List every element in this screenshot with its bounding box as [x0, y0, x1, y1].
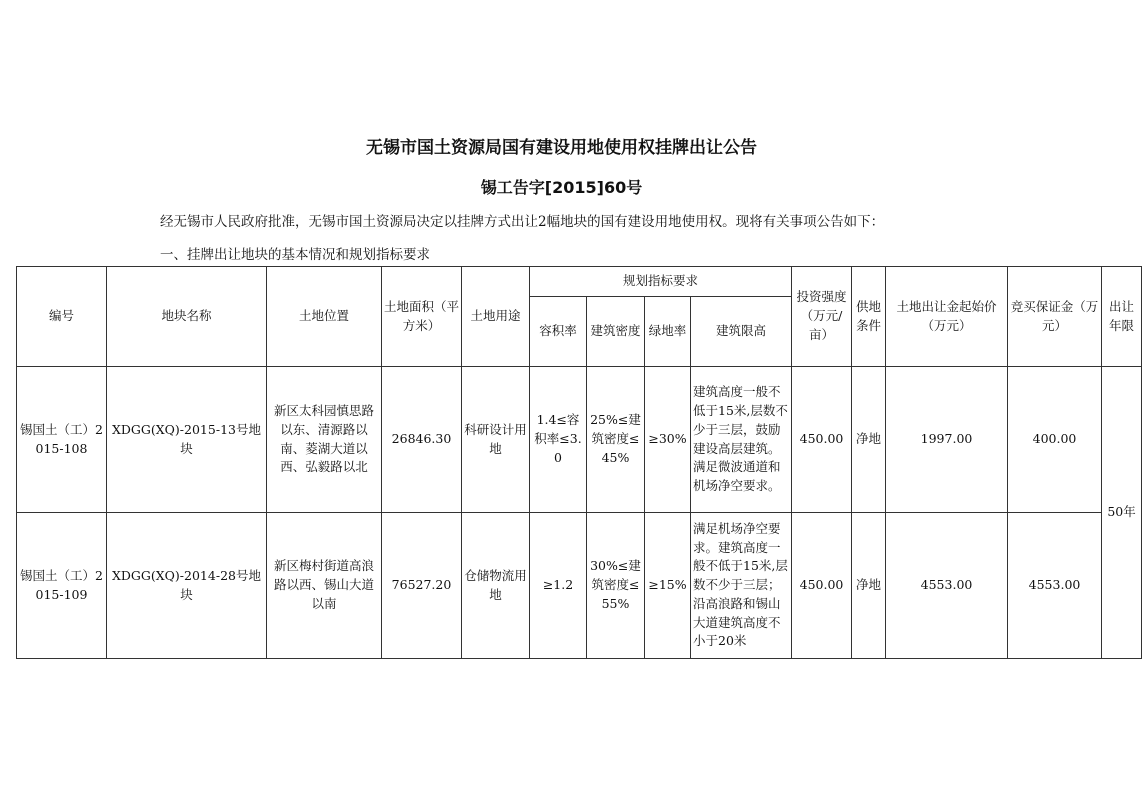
- row-density: 25%≤建筑密度≤45%: [587, 367, 645, 513]
- header-far: 容积率: [530, 297, 587, 367]
- row-name: XDGG(XQ)-2015-13号地块: [107, 367, 267, 513]
- header-term: 出让年限: [1102, 267, 1142, 367]
- header-start-price: 土地出让金起始价（万元）: [886, 267, 1008, 367]
- header-deposit: 竞买保证金（万元）: [1008, 267, 1102, 367]
- header-id: 编号: [17, 267, 107, 367]
- header-density: 建筑密度: [587, 297, 645, 367]
- header-area: 土地面积（平方米）: [382, 267, 462, 367]
- row-investment: 450.00: [792, 367, 852, 513]
- row-far: ≥1.2: [530, 513, 587, 659]
- table-row: [17, 367, 1142, 513]
- header-height: 建筑限高: [691, 297, 792, 367]
- row-id: 锡国土（工）2015-109: [17, 513, 107, 659]
- row-investment: 450.00: [792, 513, 852, 659]
- header-supply: 供地条件: [852, 267, 886, 367]
- row-use: 科研设计用地: [462, 367, 530, 513]
- document-number: 锡工告字[2015]60号: [480, 178, 643, 197]
- header-planning: 规划指标要求: [530, 267, 792, 297]
- row-name: XDGG(XQ)-2014-28号地块: [107, 513, 267, 659]
- header-investment: 投资强度（万元/亩）: [792, 267, 852, 367]
- row-deposit: 4553.00: [1008, 513, 1102, 659]
- row-height-limit: 满足机场净空要求。建筑高度一般不低于15米,层数不少于三层；沿高浪路和锡山大道建筑高度不小于20米: [691, 513, 792, 659]
- row-start-price: 4553.00: [886, 513, 1008, 659]
- header-name: 地块名称: [107, 267, 267, 367]
- header-green: 绿地率: [645, 297, 691, 367]
- row-location: 新区梅村街道高浪路以西、锡山大道以南: [267, 513, 382, 659]
- row-location: 新区太科园慎思路以东、清源路以南、菱湖大道以西、弘毅路以北: [267, 367, 382, 513]
- header-use: 土地用途: [462, 267, 530, 367]
- row-supply: 净地: [852, 367, 886, 513]
- row-deposit: 400.00: [1008, 367, 1102, 513]
- table-header-row: [17, 267, 1142, 297]
- row-id: 锡国土（工）2015-108: [17, 367, 107, 513]
- land-parcel-table: [16, 266, 1142, 659]
- term-value: 50年: [1102, 367, 1142, 659]
- section-heading: 一、挂牌出让地块的基本情况和规划指标要求: [160, 247, 430, 263]
- row-area: 76527.20: [382, 513, 462, 659]
- intro-paragraph: 经无锡市人民政府批准，无锡市国土资源局决定以挂牌方式出让2幅地块的国有建设用地使用权。现将有关事项公告如下：: [160, 214, 885, 230]
- row-supply: 净地: [852, 513, 886, 659]
- header-location: 土地位置: [267, 267, 382, 367]
- row-green: ≥30%: [645, 367, 691, 513]
- row-start-price: 1997.00: [886, 367, 1008, 513]
- row-far: 1.4≤容积率≤3.0: [530, 367, 587, 513]
- row-green: ≥15%: [645, 513, 691, 659]
- row-density: 30%≤建筑密度≤55%: [587, 513, 645, 659]
- document-title: 无锡市国土资源局国有建设用地使用权挂牌出让公告: [366, 138, 757, 158]
- row-use: 仓储物流用地: [462, 513, 530, 659]
- table-row: [17, 513, 1142, 659]
- row-height-limit: 建筑高度一般不低于15米,层数不少于三层，鼓励建设高层建筑。满足微波通道和机场净空要求。: [691, 367, 792, 513]
- row-area: 26846.30: [382, 367, 462, 513]
